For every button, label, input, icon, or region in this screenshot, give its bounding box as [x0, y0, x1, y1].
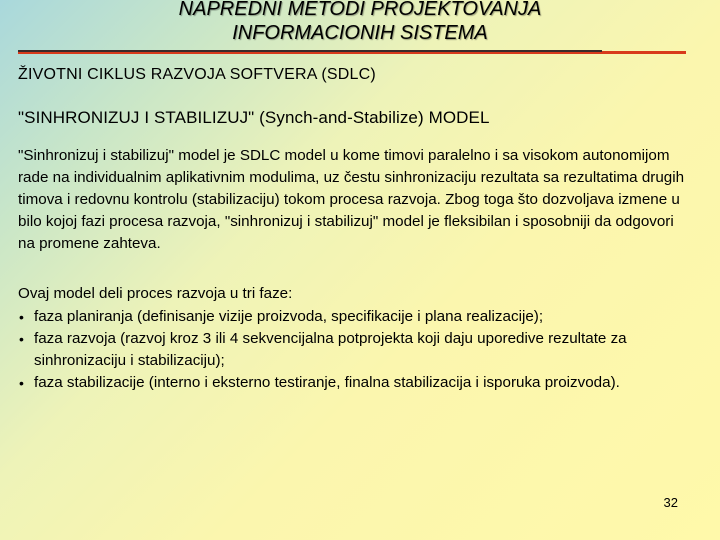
phases-list — [18, 306, 690, 394]
bullet-icon: • — [19, 375, 24, 391]
description-paragraph: "Sinhronizuj i stabilizuj" model je SDLC model u kome timovi paralelno i sa visokom autonomijom rade na individualnim aplikativnim modulima, uz čestu sinhronizaciju rezultata sa rezultatima drugih timova i redovnu kontrolu (stabilizaciju) tokom procesa razvoja. Zbog toga što dozvoljava izmene u bilo kojoj fazi procesa razvoja, "sinhronizuj i stabilizuj" model je fleksibilan i sposobniji da odgovori na promene zahteva. — [18, 147, 685, 252]
title-divider-shadow — [18, 50, 602, 52]
bullet-icon: • — [19, 309, 24, 325]
list-item-text: faza planiranja (definisanje vizije proizvoda, specifikacije i plana realizacije); — [34, 308, 544, 325]
title-line-1: NAPREDNI METODI PROJEKTOVANJA — [178, 0, 542, 20]
title-line-2: INFORMACIONIH SISTEMA — [232, 22, 488, 44]
model-heading: "SINHRONIZUJ I STABILIZUJ" (Synch-and-Stabilize) MODEL — [18, 108, 490, 127]
list-item — [18, 306, 690, 328]
page-number: 32 — [663, 495, 678, 510]
slide-title — [0, 0, 720, 45]
phases-intro: Ovaj model deli proces razvoja u tri faze: — [18, 285, 293, 302]
list-item — [18, 372, 690, 394]
section-heading: ŽIVOTNI CIKLUS RAZVOJA SOFTVERA (SDLC) — [18, 66, 376, 83]
list-item-text: faza stabilizacije (interno i eksterno testiranje, finalna stabilizacija i isporuka proizvoda). — [34, 374, 620, 391]
list-item — [18, 328, 690, 372]
bullet-icon: • — [19, 331, 24, 347]
list-item-text: faza razvoja (razvoj kroz 3 ili 4 sekvencijalna potprojekta koji daju uporedive rezultate za sinhronizaciju i stabilizaciju); — [34, 330, 627, 369]
